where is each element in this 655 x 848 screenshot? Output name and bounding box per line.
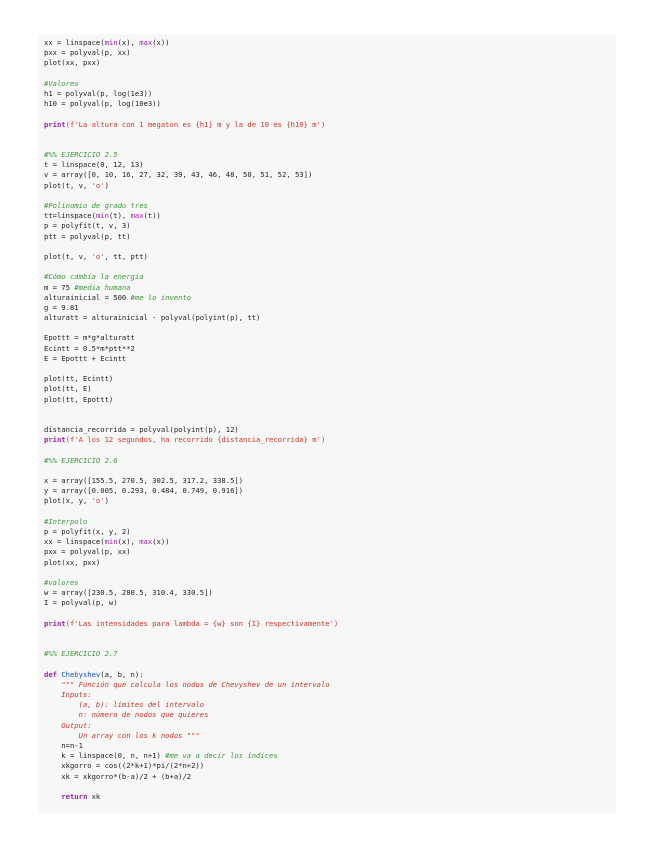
code-line [44,476,604,486]
code-text: plot(xx, pxx) [44,557,101,567]
code-text: ) [104,496,109,506]
code-text: t = linspace(0, 12, 13) [44,160,144,170]
code-text: p = polyfit(x, y, 2) [44,527,131,536]
code-line [44,456,604,466]
code-line [44,721,604,731]
code-docstring: n: número de nodos que quieres [44,710,209,720]
blank-line [44,639,604,649]
code-string: 'o' [91,180,105,190]
code-text: plot(t, v, [44,251,92,261]
code-text: plot(tt, Ecintt) [44,374,114,384]
code-docstring: Inputs: [44,690,92,699]
code-line [44,272,604,282]
code-line [44,690,604,700]
blank-line [44,69,604,79]
code-line [44,517,604,527]
blank-line [44,109,604,119]
code-comment: #Polinomio de grado tres [44,201,148,210]
code-text: (x)) [152,38,170,47]
code-line [44,354,604,364]
code-comment: #%% EJERCICIO 2.7 [44,649,118,659]
code-text: Epottt = m*g*alturatt [44,333,135,343]
code-text: distancia_recorrida = polyval(polyint(p), 12) [44,425,239,435]
code-line [44,232,604,242]
code-line [44,547,604,557]
code-line [44,670,604,680]
code-text: plot(x, y, [44,496,92,506]
code-text: n=n-1 [44,740,83,750]
code-string: 'o' [91,251,105,261]
code-comment: #Valores [44,78,79,88]
code-line [44,252,604,262]
code-string: (f'La altura con 1 megaton es {h1} m y la de 10 es {h10} m') [65,119,326,129]
code-line [44,649,604,659]
code-text: plot(xx, pxx) [44,58,101,68]
code-line [44,527,604,537]
code-text: , tt, ptt) [104,251,148,261]
code-keyword: print [44,618,66,628]
code-line [44,741,604,751]
code-line [44,170,604,180]
blank-line [44,130,604,140]
code-line [44,435,604,445]
blank-line [44,242,604,252]
code-line [44,619,604,629]
code-line [44,221,604,231]
code-line [44,58,604,68]
code-line [44,486,604,496]
code-line [44,731,604,741]
code-line [44,598,604,608]
code-text: v = array([0, 10, 16, 27, 32, 39, 43, 46, 48, 50, 51, 52, 53]) [44,170,313,180]
code-line [44,160,604,170]
code-line [44,425,604,435]
code-text: h10 = polyval(p, log(10e3)) [44,99,161,109]
code-function-name: Chebyshev [61,669,101,679]
code-line [44,680,604,690]
code-text: ) [104,180,109,190]
code-text: xk = xkgorro*(b-a)/2 + (b+a)/2 [44,771,192,781]
code-line [44,374,604,384]
code-text: p = polyfit(t, v, 3) [44,221,131,231]
code-text: xx = linspace( [44,537,105,547]
code-line [44,333,604,343]
code-text: E = Epottt + Ecintt [44,353,127,363]
code-docstring: Output: [44,720,92,730]
code-text: alturainicial = 500 [44,292,131,302]
code-comment: #Interpolo [44,516,88,526]
blank-line [44,782,604,792]
code-builtin: max [130,211,144,221]
code-line [44,201,604,211]
code-comment: #%% EJERCICIO 2.6 [44,455,118,465]
code-text: (t), [108,211,131,221]
code-string: (f'Las intensidades para lambda = {w} son {I} respectivamente') [65,618,339,628]
code-line [44,792,604,802]
code-text: (t)) [143,211,161,221]
code-line [44,700,604,710]
code-line [44,303,604,313]
code-line [44,48,604,58]
code-text: xk [87,791,101,801]
blank-line [44,415,604,425]
code-text: I = polyval(p, w) [44,598,118,608]
code-text [44,792,61,801]
blank-line [44,262,604,272]
blank-line [44,405,604,415]
code-builtin: max [139,38,153,47]
code-comment: #valores [44,577,79,587]
code-line [44,558,604,568]
code-text: g = 9.81 [44,302,79,312]
code-line [44,293,604,303]
code-text: xx = linspace( [44,38,105,47]
blank-line [44,609,604,619]
code-line [44,395,604,405]
code-line [44,496,604,506]
code-string: 'o' [91,496,105,506]
code-builtin: min [104,38,118,47]
code-comment: #%% EJERCICIO 2.5 [44,150,118,160]
code-line [44,79,604,89]
code-comment: #me va a decir los índices [165,751,278,761]
code-string: (f'A los 12 segundos, ha recorrido {distancia_recorrida} m') [65,435,326,445]
code-line [44,751,604,761]
code-line [44,772,604,782]
code-listing [44,38,604,802]
code-line [44,99,604,109]
code-comment: #Cómo cambia la energía [44,272,144,282]
code-text: xkgorro = cos((2*k+1)*pi/(2*n+2)) [44,761,205,771]
code-text: k = linspace(0, n, n+1) [44,751,166,761]
code-line [44,344,604,354]
code-text: (x), [117,537,140,547]
code-text: y = array([0.005, 0.293, 0.484, 0.749, 0.916]) [44,486,244,496]
code-comment: #me lo invento [130,292,192,302]
code-text: plot(tt, Epottt) [44,394,114,404]
code-comment: #media humana [74,282,131,292]
blank-line [44,323,604,333]
code-builtin: min [95,211,109,221]
blank-line [44,659,604,669]
code-line [44,313,604,323]
code-line [44,710,604,720]
code-line [44,384,604,394]
code-line [44,578,604,588]
code-text: x = array([155.5, 270.5, 302.5, 317.2, 338.5]) [44,476,244,486]
code-docstring: Un array con los k nodos """ [44,730,200,740]
code-line [44,211,604,221]
blank-line [44,466,604,476]
blank-line [44,629,604,639]
code-line [44,120,604,130]
code-line [44,38,604,48]
code-text: m = 75 [44,282,75,292]
code-keyword: return [61,791,88,801]
code-line [44,283,604,293]
code-text: w = array([230.5, 280.5, 310.4, 330.5]) [44,588,213,598]
code-keyword: print [44,119,66,129]
code-text: (a, b, n): [100,669,144,679]
code-line [44,181,604,191]
code-docstring: """ Función que calcula los nodos de Chevyshev de un intervalo [61,679,330,689]
blank-line [44,364,604,374]
code-line [44,761,604,771]
code-text: Ecintt = 0.5*m*ptt**2 [44,343,135,353]
blank-line [44,191,604,201]
code-text: (x)) [152,537,170,547]
code-text: h1 = polyval(p, log(1e3)) [44,88,153,98]
code-builtin: min [104,537,118,547]
code-text: (x), [117,38,140,47]
code-text: tt=linspace( [44,211,96,221]
code-keyword: print [44,435,66,445]
code-line [44,588,604,598]
blank-line [44,568,604,578]
code-keyword: def [44,669,57,679]
code-docstring: (a, b): límites del intervalo [44,700,205,710]
code-text: plot(tt, E) [44,384,92,394]
blank-line [44,140,604,150]
code-text [44,680,61,689]
code-line [44,89,604,99]
code-text: ptt = polyval(p, tt) [44,231,131,241]
code-text: alturatt = alturainicial - polyval(polyint(p), tt) [44,313,261,323]
code-text: plot(t, v, [44,180,92,190]
blank-line [44,446,604,456]
code-builtin: max [139,537,153,547]
code-line [44,150,604,160]
blank-line [44,507,604,517]
code-line [44,537,604,547]
code-text: pxx = polyval(p, xx) [44,48,131,58]
code-text: pxx = polyval(p, xx) [44,547,131,557]
